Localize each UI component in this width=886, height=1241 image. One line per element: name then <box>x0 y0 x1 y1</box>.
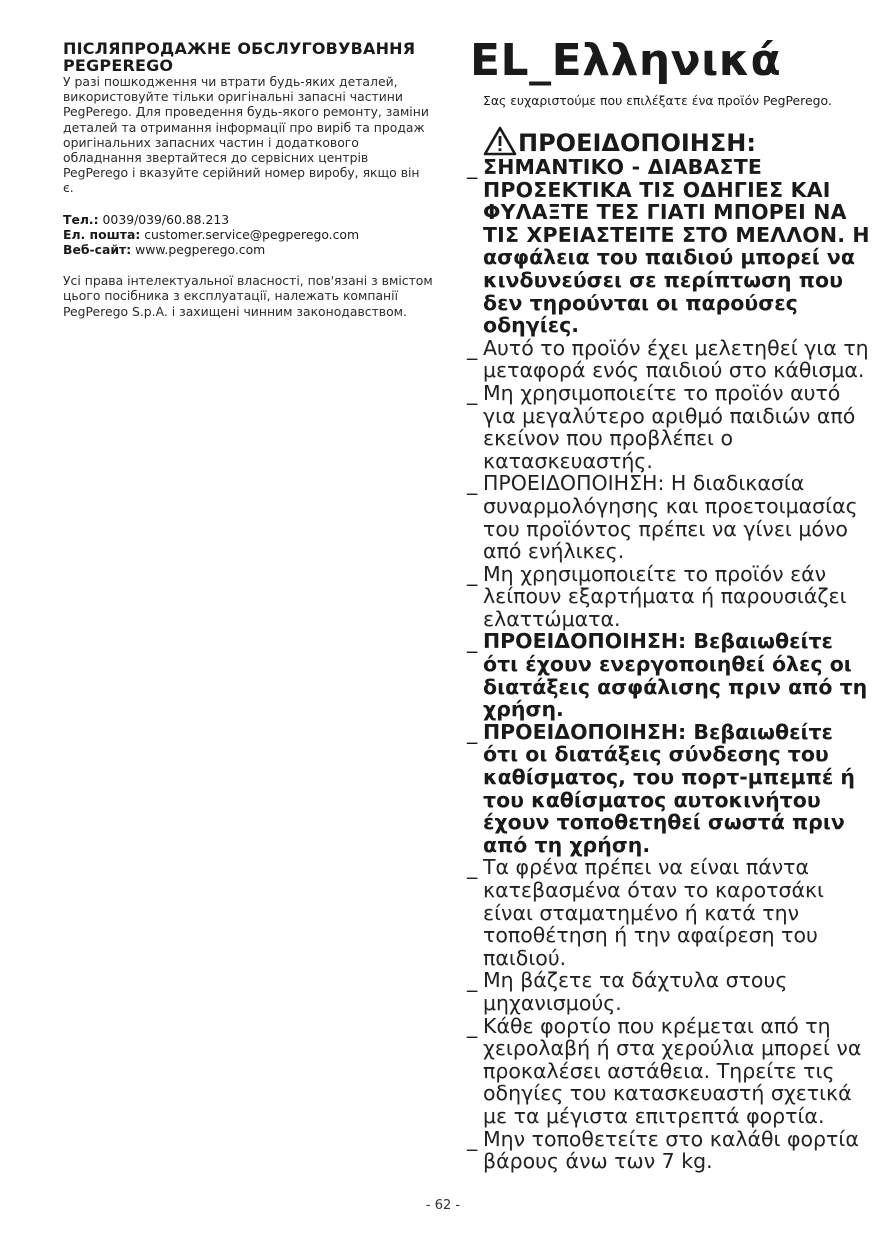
thanks-text: Σας ευχαριστούμε που επιλέξατε ένα προϊόν PegPerego. <box>483 93 832 108</box>
list-item: _ ΠΡΟΕΙΔΟΠΟΙΗΣΗ: Βεβαιωθείτε ότι έχουν ενεργοποιηθεί όλες οι διατάξεις ασφάλισης πριν από τη χρήση. <box>470 630 870 720</box>
after-sales-section <box>63 40 433 319</box>
web-value: www.pegperego.com <box>135 242 266 258</box>
language-title: EL_Ελληνικά <box>470 35 782 86</box>
list-item: _ Μη χρησιμοποιείτε το προϊόν αυτό για μεγαλύτερο αριθμό παιδιών από εκείνον που προβλέπει ο κατασκευαστής. <box>470 382 870 472</box>
phone-value: 0039/039/60.88.213 <box>102 211 230 227</box>
warning-triangle-icon <box>483 126 517 156</box>
web-label: Веб-сайт: <box>63 242 132 258</box>
greek-section <box>470 36 870 1173</box>
phone-line <box>63 212 433 227</box>
heading-line-1: ПІСЛЯПРОДАЖНЕ ОБСЛУГОВУВАННЯ <box>63 39 416 58</box>
intro-paragraph: У разі пошкодження чи втрати будь-яких деталей, використовуйте тільки оригінальні запасні частини PegPerego. Для проведення будь-якого ремонту, заміни деталей та отримання інформації про виріб та продаж оригінальних запасних частин і додаткового обладнання звертайтеся до сервісних центрів PegPerego і вказуйте серійний номер виробу, якщо він є. <box>63 74 429 196</box>
warning-heading-text: ΠΡΟΕΙΔΟΠΟΙΗΣΗ: <box>518 129 756 157</box>
list-item: _ Μη χρησιμοποιείτε το προϊόν εάν λείπουν εξαρτήματα ή παρουσιάζει ελαττώματα. <box>470 563 870 631</box>
item-caps: ΣΗΜΑΝΤΙΚΟ - ΔΙΑΒΑΣΤΕ ΠΡΟΣΕΚΤΙΚΑ ΤΙΣ ΟΔΗΓΙΕΣ ΚΑΙ ΦΥΛΑΞΤΕ ΤΕΣ ΓΙΑΤΙ ΜΠΟΡΕΙ ΝΑ ΤΙΣ ΧΡΕΙΑΣΤΕΙΤΕ ΣΤΟ ΜΕΛΛΟΝ. <box>483 155 847 247</box>
list-item: _ Μην τοποθετείτε στο καλάθι φορτία βάρους άνω των 7 kg. <box>470 1128 870 1173</box>
warning-list <box>470 156 870 1173</box>
phone-label: Тел.: <box>63 211 99 227</box>
email-line <box>63 227 433 242</box>
after-sales-heading <box>63 40 433 74</box>
list-item: _ Τα φρένα πρέπει να είναι πάντα κατεβασμένα όταν το καροτσάκι είναι σταματημένο ή κατά την τοποθέτηση ή την αφαίρεση του παιδιού. <box>470 856 870 969</box>
list-item: _ ΠΡΟΕΙΔΟΠΟΙΗΣΗ: Η διαδικασία συναρμολόγησης και προετοιμασίας του προϊόντος πρέπει να γίνει μόνο από ενήλικες. <box>470 472 870 562</box>
list-item <box>470 156 870 337</box>
email-label: Ел. пошта: <box>63 226 141 242</box>
list-item: _ Αυτό το προϊόν έχει μελετηθεί για τη μεταφορά ενός παιδιού στο κάθισμα. <box>470 337 870 382</box>
page-number: - 62 - <box>425 1198 461 1213</box>
item-rest: Η ασφάλεια του παιδιού μπορεί να κινδυνεύσει σε περίπτωση που δεν τηρούνται οι παρούσες οδηγίες. <box>483 222 870 338</box>
warning-heading <box>483 126 870 156</box>
heading-line-2: PEGPEREGO <box>63 56 174 75</box>
rights-paragraph: Усі права інтелектуальної власності, пов'язані з вмістом цього посібника з експлуатації, належать компанії PegPerego S.p.A. і захищені чинним законодавством. <box>63 273 433 319</box>
web-line <box>63 242 433 257</box>
list-item: _ Μη βάζετε τα δάχτυλα στους μηχανισμούς. <box>470 969 870 1014</box>
list-item: _ Κάθε φορτίο που κρέμεται από τη χειρολαβή ή στα χερούλια μπορεί να προκαλέσει αστάθεια. Τηρείτε τις οδηγίες του κατασκευαστή σχετικά με τα μέγιστα επιτρεπτά φορτία. <box>470 1015 870 1128</box>
contact-block <box>63 212 433 258</box>
list-item: _ ΠΡΟΕΙΔΟΠΟΙΗΣΗ: Βεβαιωθείτε ότι οι διατάξεις σύνδεσης του καθίσματος, του πορτ-μπεμπέ ή του καθίσματος αυτοκινήτου έχουν τοποθετηθεί σωστά πριν από τη χρήση. <box>470 721 870 857</box>
email-value: customer.service@pegperego.com <box>144 226 360 242</box>
